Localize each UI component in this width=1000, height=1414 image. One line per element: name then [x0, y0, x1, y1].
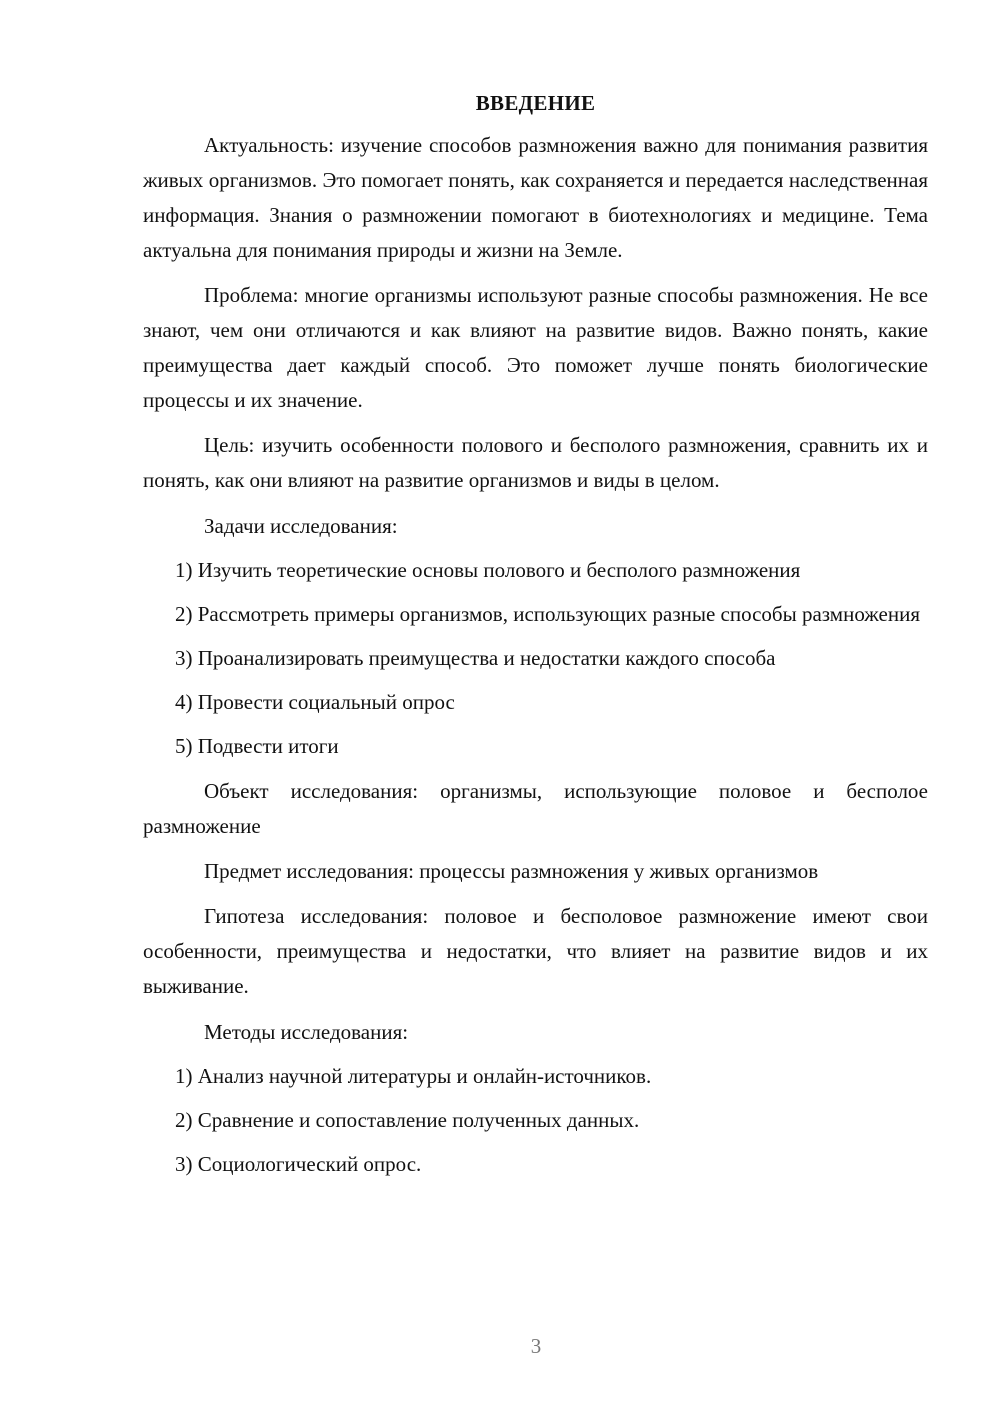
object-paragraph: Объект исследования: организмы, использующие половое и бесполое размножение — [143, 779, 928, 838]
tasks-heading: Задачи исследования: — [204, 514, 398, 538]
relevance-paragraph: Актуальность: изучение способов размножения важно для понимания развития живых организмов. Это помогает понять, как сохраняется и передается наследственная информация. Знания о размножении помогают в биотехнологиях и медицине. Тема актуальна для понимания природы и жизни на Земле. — [143, 133, 928, 262]
task-item: 5) Подвести итоги — [175, 734, 339, 758]
method-item: 2) Сравнение и сопоставление полученных данных. — [175, 1108, 640, 1132]
task-item: 1) Изучить теоретические основы полового и бесполого размножения — [175, 558, 801, 582]
subject-paragraph: Предмет исследования: процессы размножения у живых организмов — [204, 859, 819, 883]
page-title: ВВЕДЕНИЕ — [475, 91, 596, 115]
task-item: 4) Провести социальный опрос — [175, 690, 455, 714]
document-page — [143, 88, 928, 1182]
task-item: 3) Проанализировать преимущества и недостатки каждого способа — [175, 646, 776, 670]
goal-paragraph: Цель: изучить особенности полового и бесполого размножения, сравнить их и понять, как они влияют на развитие организмов и виды в целом. — [143, 433, 928, 492]
problem-paragraph: Проблема: многие организмы используют разные способы размножения. Не все знают, чем они отличаются и как влияют на развитие видов. Важно понять, какие преимущества дает каждый способ. Это поможет лучше понять биологические процессы и их значение. — [143, 283, 928, 412]
hypothesis-paragraph: Гипотеза исследования: половое и бесполовое размножение имеют свои особенности, преимущества и недостатки, что влияет на развитие видов и их выживание. — [143, 904, 928, 998]
page-number: 3 — [530, 1334, 542, 1358]
method-item: 3) Социологический опрос. — [175, 1152, 422, 1176]
methods-heading: Методы исследования: — [204, 1020, 409, 1044]
task-item: 2) Рассмотреть примеры организмов, использующих разные способы размножения — [175, 602, 920, 626]
method-item: 1) Анализ научной литературы и онлайн-источников. — [175, 1064, 652, 1088]
